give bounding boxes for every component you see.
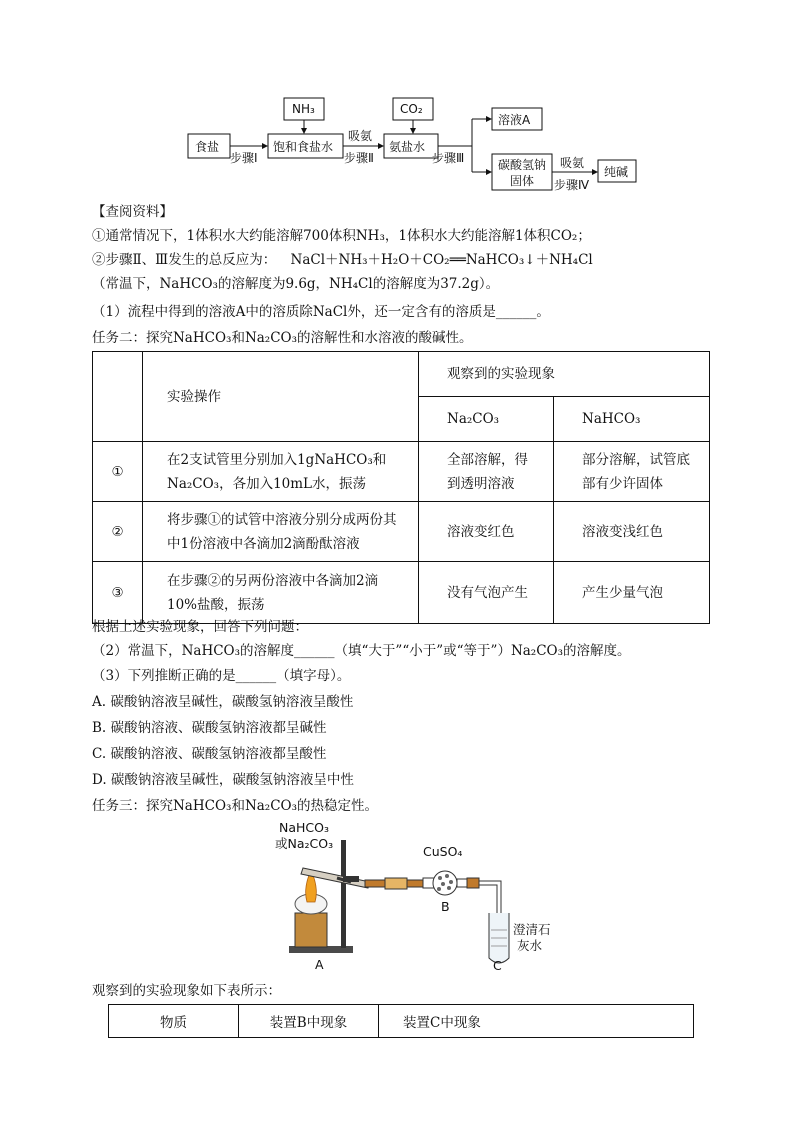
- label-a: A: [315, 957, 324, 972]
- label-lime-water-1: 澄清石: [513, 922, 551, 937]
- step3-label: 步骤Ⅲ: [432, 151, 465, 165]
- na2co3-result-cell: 没有气泡产生: [419, 562, 554, 624]
- label-nahco3: NaHCO₃: [279, 820, 329, 835]
- question-3: （3）下列推断正确的是______（填字母）。: [92, 668, 351, 684]
- header-nahco3: NaHCO₃: [554, 397, 710, 442]
- solution-a-label: 溶液A: [498, 113, 531, 127]
- absorb-ammonia2-label: 吸氨: [560, 156, 585, 170]
- cuso4-bulb: [433, 871, 457, 895]
- operation-cell: 在2支试管里分别加入1gNaHCO₃和 Na₂CO₃，各加入10mL水，振荡: [143, 442, 419, 502]
- row-number: ②: [93, 502, 143, 562]
- stand-rod: [341, 840, 346, 948]
- nahco3-result-cell: 部分溶解，试管底 部有少许固体: [554, 442, 710, 502]
- row-number: ①: [93, 442, 143, 502]
- option-a: A. 碳酸钠溶液呈碱性，碳酸氢钠溶液呈酸性: [92, 694, 354, 710]
- table-row: [93, 502, 710, 562]
- experiment-table: [92, 351, 710, 624]
- row-number: ③: [93, 562, 143, 624]
- operation-cell: 将步骤①的试管中溶液分别分成两份其 中1份溶液中各滴加2滴酚酞溶液: [143, 502, 419, 562]
- option-c: C. 碳酸钠溶液、碳酸氢钠溶液都呈酸性: [92, 746, 327, 762]
- ammonia-brine-label: 氨盐水: [389, 140, 426, 154]
- table-row: [93, 562, 710, 624]
- option-b: B. 碳酸钠溶液、碳酸氢钠溶液都呈碱性: [92, 720, 327, 736]
- table-corner-cell: [93, 352, 143, 442]
- after-table-text: 根据上述实验现象，回答下列问题：: [92, 619, 308, 635]
- absorb-ammonia-label: 吸氨: [348, 129, 373, 143]
- nahco3-result-cell: 溶液变浅红色: [554, 502, 710, 562]
- task-3-heading: 任务三：探究NaHCO₃和Na₂CO₃的热稳定性。: [92, 798, 379, 814]
- question-1: （1）流程中得到的溶液A中的溶质除NaCl外，还一定含有的溶质是______。: [92, 304, 550, 320]
- observe-text: 观察到的实验现象如下表所示：: [92, 983, 281, 999]
- table-row: [93, 442, 710, 502]
- apparatus-diagram: [265, 818, 565, 976]
- option-d: D. 碳酸钠溶液呈碱性，碳酸氢钠溶液呈中性: [92, 772, 354, 788]
- na2co3-result-cell: 全部溶解，得 到透明溶液: [419, 442, 554, 502]
- label-na2co3: 或Na₂CO₃: [275, 836, 334, 851]
- header-operation: 实验操作: [143, 352, 419, 442]
- header-substance: 物质: [109, 1005, 239, 1038]
- header-device-b: 装置B中现象: [239, 1005, 379, 1038]
- label-cuso4: CuSO₄: [423, 844, 463, 859]
- step2-label: 步骤Ⅱ: [344, 151, 374, 165]
- step1-label: 步骤Ⅰ: [230, 151, 258, 165]
- nahco3-result-cell: 产生少量气泡: [554, 562, 710, 624]
- reference-heading: 【查阅资料】: [92, 204, 173, 220]
- operation-cell: 在步骤②的另两份溶液中各滴加2滴 10%盐酸，振荡: [143, 562, 419, 624]
- step4-label: 步骤Ⅳ: [554, 178, 590, 192]
- label-lime-water-2: 灰水: [517, 938, 543, 953]
- observation-table: [108, 1004, 694, 1038]
- reference-line-1: ①通常情况下，1体积水大约能溶解700体积NH₃，1体积水大约能溶解1体积CO₂；: [92, 228, 591, 244]
- sat-brine-label: 饱和食盐水: [273, 140, 334, 154]
- label-c: C: [493, 958, 502, 973]
- reference-line-3: （常温下，NaHCO₃的溶解度为9.6g，NH₄Cl的溶解度为37.2g）。: [92, 276, 500, 292]
- reference-line-2-label: ②步骤Ⅱ、Ⅲ发生的总反应为：: [92, 252, 277, 268]
- na2co3-result-cell: 溶液变红色: [419, 502, 554, 562]
- co2-label: CO₂: [400, 102, 423, 116]
- nh3-label: NH₃: [292, 102, 315, 116]
- soda-label: 纯碱: [604, 165, 629, 179]
- salt-label: 食盐: [195, 140, 220, 154]
- header-phenomenon: 观察到的实验现象: [419, 352, 710, 397]
- header-device-c: 装置C中现象: [379, 1005, 694, 1038]
- process-flow-diagram: [180, 96, 650, 196]
- label-b: B: [441, 899, 450, 914]
- nahco3-solid-label-2: 固体: [510, 174, 535, 188]
- reaction-equation: NaCl＋NH₃＋H₂O＋CO₂══NaHCO₃↓＋NH₄Cl: [290, 252, 593, 268]
- task-2-heading: 任务二：探究NaHCO₃和Na₂CO₃的溶解性和水溶液的酸碱性。: [92, 330, 473, 346]
- reference-line-2: [92, 251, 593, 269]
- question-2: （2）常温下，NaHCO₃的溶解度______（填“大于”“小于”或“等于”）Na₂CO₃的溶解度。: [92, 643, 631, 659]
- header-na2co3: Na₂CO₃: [419, 397, 554, 442]
- alcohol-lamp: [295, 913, 327, 947]
- nahco3-solid-label-1: 碳酸氢钠: [498, 158, 547, 172]
